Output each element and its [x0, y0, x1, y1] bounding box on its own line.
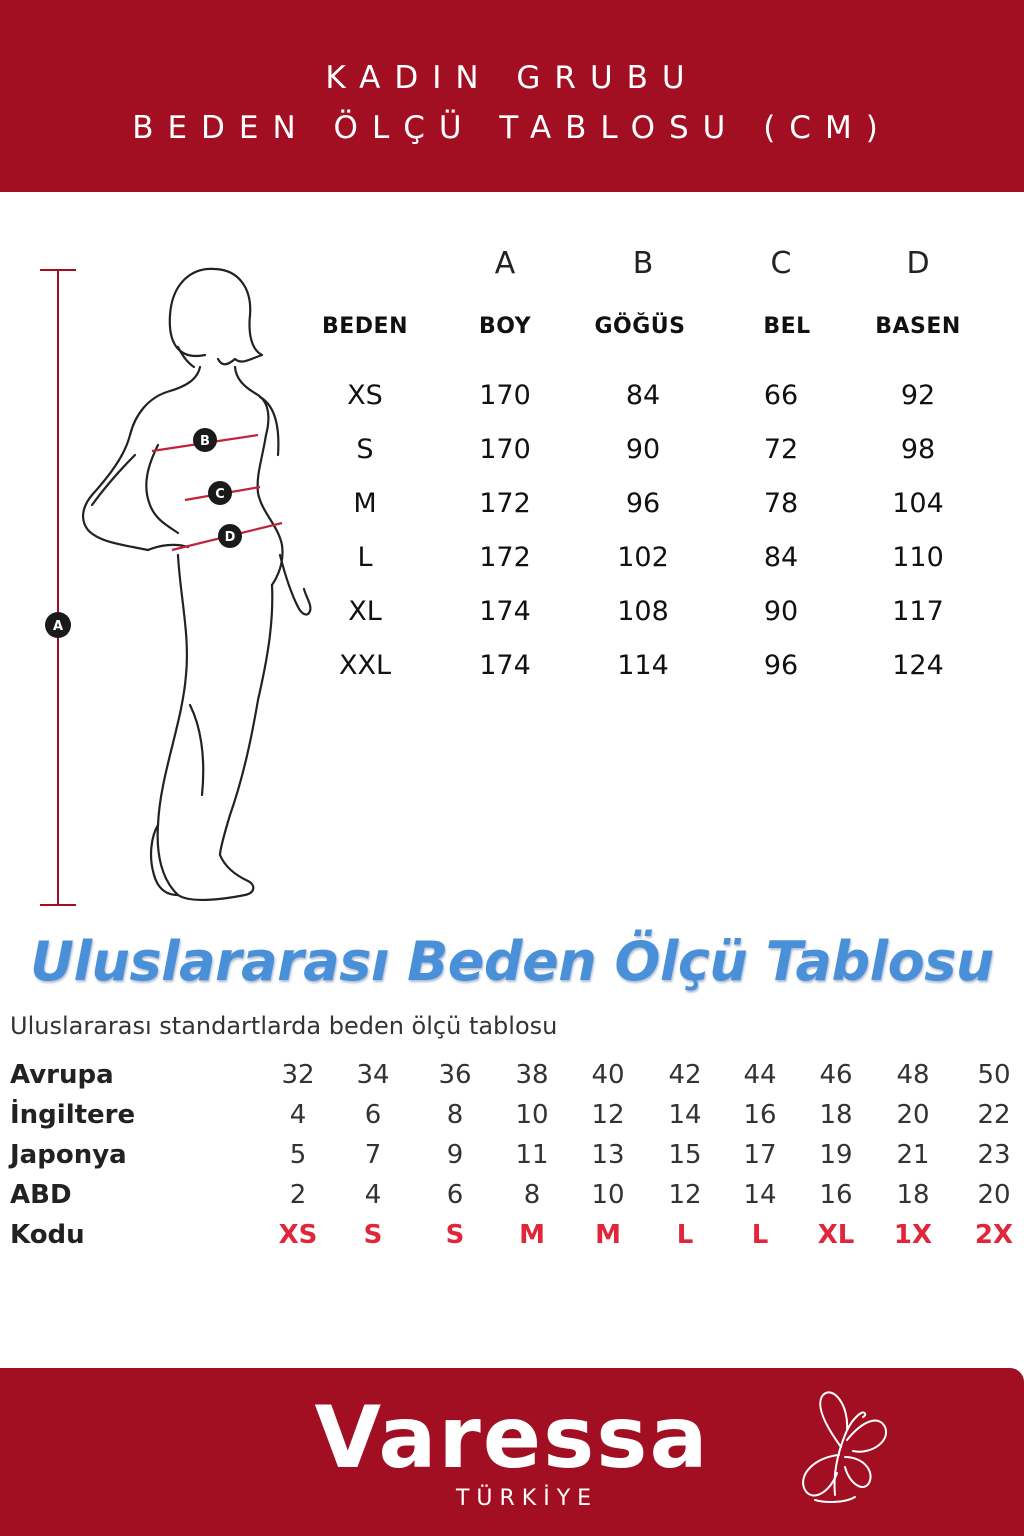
- international-cell: 4: [289, 1100, 307, 1130]
- international-cell: XL: [817, 1220, 855, 1250]
- international-cell: 44: [743, 1060, 777, 1090]
- table-cell: 90: [625, 434, 661, 465]
- international-cell: L: [676, 1220, 694, 1250]
- column-letter: C: [770, 246, 792, 281]
- table-cell: 72: [763, 434, 799, 465]
- international-row-label: ABD: [10, 1180, 72, 1210]
- international-cell: 11: [515, 1140, 549, 1170]
- international-cell: 46: [819, 1060, 853, 1090]
- international-cell: 19: [819, 1140, 853, 1170]
- international-cell: L: [751, 1220, 769, 1250]
- header-title-line2: BEDEN ÖLÇÜ TABLOSU (CM): [132, 110, 892, 146]
- international-cell: 17: [743, 1140, 777, 1170]
- international-cell: S: [363, 1220, 383, 1250]
- international-cell: 2: [289, 1180, 307, 1210]
- svg-text:A: A: [52, 619, 64, 634]
- woman-silhouette-icon: [30, 255, 330, 920]
- size-label-cell: M: [353, 488, 377, 519]
- table-cell: 117: [892, 596, 944, 627]
- svg-text:D: D: [224, 530, 236, 545]
- column-letter: A: [494, 246, 516, 281]
- international-cell: 36: [438, 1060, 472, 1090]
- international-cell: M: [595, 1220, 621, 1250]
- international-cell: 34: [356, 1060, 390, 1090]
- marker-b-icon: [193, 428, 217, 452]
- international-title: Uluslararası Beden Ölçü Tablosu: [30, 930, 994, 993]
- column-header: BASEN: [875, 314, 961, 339]
- international-cell: 32: [281, 1060, 315, 1090]
- table-cell: 66: [763, 380, 799, 411]
- column-header: BOY: [478, 314, 532, 339]
- size-label-cell: L: [357, 542, 373, 573]
- table-cell: 170: [479, 380, 531, 411]
- marker-c-icon: [208, 481, 232, 505]
- header-banner: [0, 0, 1024, 192]
- table-cell: 98: [900, 434, 936, 465]
- column-header: BEDEN: [322, 314, 408, 339]
- international-row-label: İngiltere: [10, 1100, 136, 1130]
- international-cell: S: [445, 1220, 465, 1250]
- marker-a-icon: [45, 612, 71, 638]
- international-cell: 50: [977, 1060, 1011, 1090]
- size-label-cell: S: [356, 434, 374, 465]
- international-cell: 2X: [974, 1220, 1014, 1250]
- marker-d-icon: [218, 524, 242, 548]
- international-cell: 6: [364, 1100, 382, 1130]
- international-cell: 13: [591, 1140, 625, 1170]
- international-cell: 12: [591, 1100, 625, 1130]
- table-cell: 104: [892, 488, 944, 519]
- international-cell: 20: [977, 1180, 1011, 1210]
- table-cell: 90: [763, 596, 799, 627]
- table-cell: 170: [479, 434, 531, 465]
- table-cell: 172: [479, 542, 531, 573]
- table-cell: 84: [763, 542, 799, 573]
- international-cell: 6: [446, 1180, 464, 1210]
- international-row-label: Kodu: [10, 1220, 85, 1250]
- international-cell: 48: [896, 1060, 930, 1090]
- size-label-cell: XXL: [338, 650, 392, 681]
- svg-text:C: C: [215, 487, 225, 502]
- international-cell: 8: [523, 1180, 541, 1210]
- table-cell: 172: [479, 488, 531, 519]
- size-label-cell: XL: [348, 596, 382, 627]
- international-cell: 20: [896, 1100, 930, 1130]
- international-cell: 40: [591, 1060, 625, 1090]
- international-cell: 9: [446, 1140, 464, 1170]
- svg-text:B: B: [200, 434, 210, 449]
- brand-subtitle: TÜRKİYE: [455, 1486, 599, 1511]
- international-cell: 14: [743, 1180, 777, 1210]
- column-letter: D: [906, 246, 930, 281]
- body-figure-illustration: [30, 255, 330, 920]
- table-cell: 102: [617, 542, 669, 573]
- international-cell: 16: [819, 1180, 853, 1210]
- table-cell: 114: [617, 650, 669, 681]
- international-cell: 42: [668, 1060, 702, 1090]
- international-cell: XS: [278, 1220, 318, 1250]
- international-cell: 38: [515, 1060, 549, 1090]
- international-cell: 4: [364, 1180, 382, 1210]
- international-cell: 22: [977, 1100, 1011, 1130]
- table-cell: 84: [625, 380, 661, 411]
- international-cell: 7: [364, 1140, 382, 1170]
- brand-logo-text: Varessa: [314, 1388, 710, 1488]
- table-cell: 96: [625, 488, 661, 519]
- table-cell: 124: [892, 650, 944, 681]
- international-cell: 10: [591, 1180, 625, 1210]
- butterfly-icon: [775, 1385, 905, 1515]
- international-cell: 1X: [893, 1220, 933, 1250]
- international-cell: 8: [446, 1100, 464, 1130]
- international-cell: M: [519, 1220, 545, 1250]
- international-row-label: Avrupa: [10, 1060, 114, 1090]
- column-header: GÖĞÜS: [594, 314, 686, 339]
- international-cell: 5: [289, 1140, 307, 1170]
- international-cell: 18: [819, 1100, 853, 1130]
- header-title-line1: KADIN GRUBU: [325, 60, 699, 96]
- table-cell: 108: [617, 596, 669, 627]
- table-cell: 92: [900, 380, 936, 411]
- international-cell: 21: [896, 1140, 930, 1170]
- size-label-cell: XS: [347, 380, 383, 411]
- international-cell: 12: [668, 1180, 702, 1210]
- international-cell: 10: [515, 1100, 549, 1130]
- column-header: BEL: [763, 314, 811, 339]
- table-cell: 110: [892, 542, 944, 573]
- international-cell: 23: [977, 1140, 1011, 1170]
- international-cell: 14: [668, 1100, 702, 1130]
- table-cell: 96: [763, 650, 799, 681]
- table-cell: 174: [479, 650, 531, 681]
- international-cell: 15: [668, 1140, 702, 1170]
- column-letter: B: [632, 246, 654, 281]
- table-cell: 78: [763, 488, 799, 519]
- international-subtitle: Uluslararası standartlarda beden ölçü tablosu: [10, 1012, 558, 1040]
- international-cell: 16: [743, 1100, 777, 1130]
- international-cell: 18: [896, 1180, 930, 1210]
- international-row-label: Japonya: [10, 1140, 127, 1170]
- table-cell: 174: [479, 596, 531, 627]
